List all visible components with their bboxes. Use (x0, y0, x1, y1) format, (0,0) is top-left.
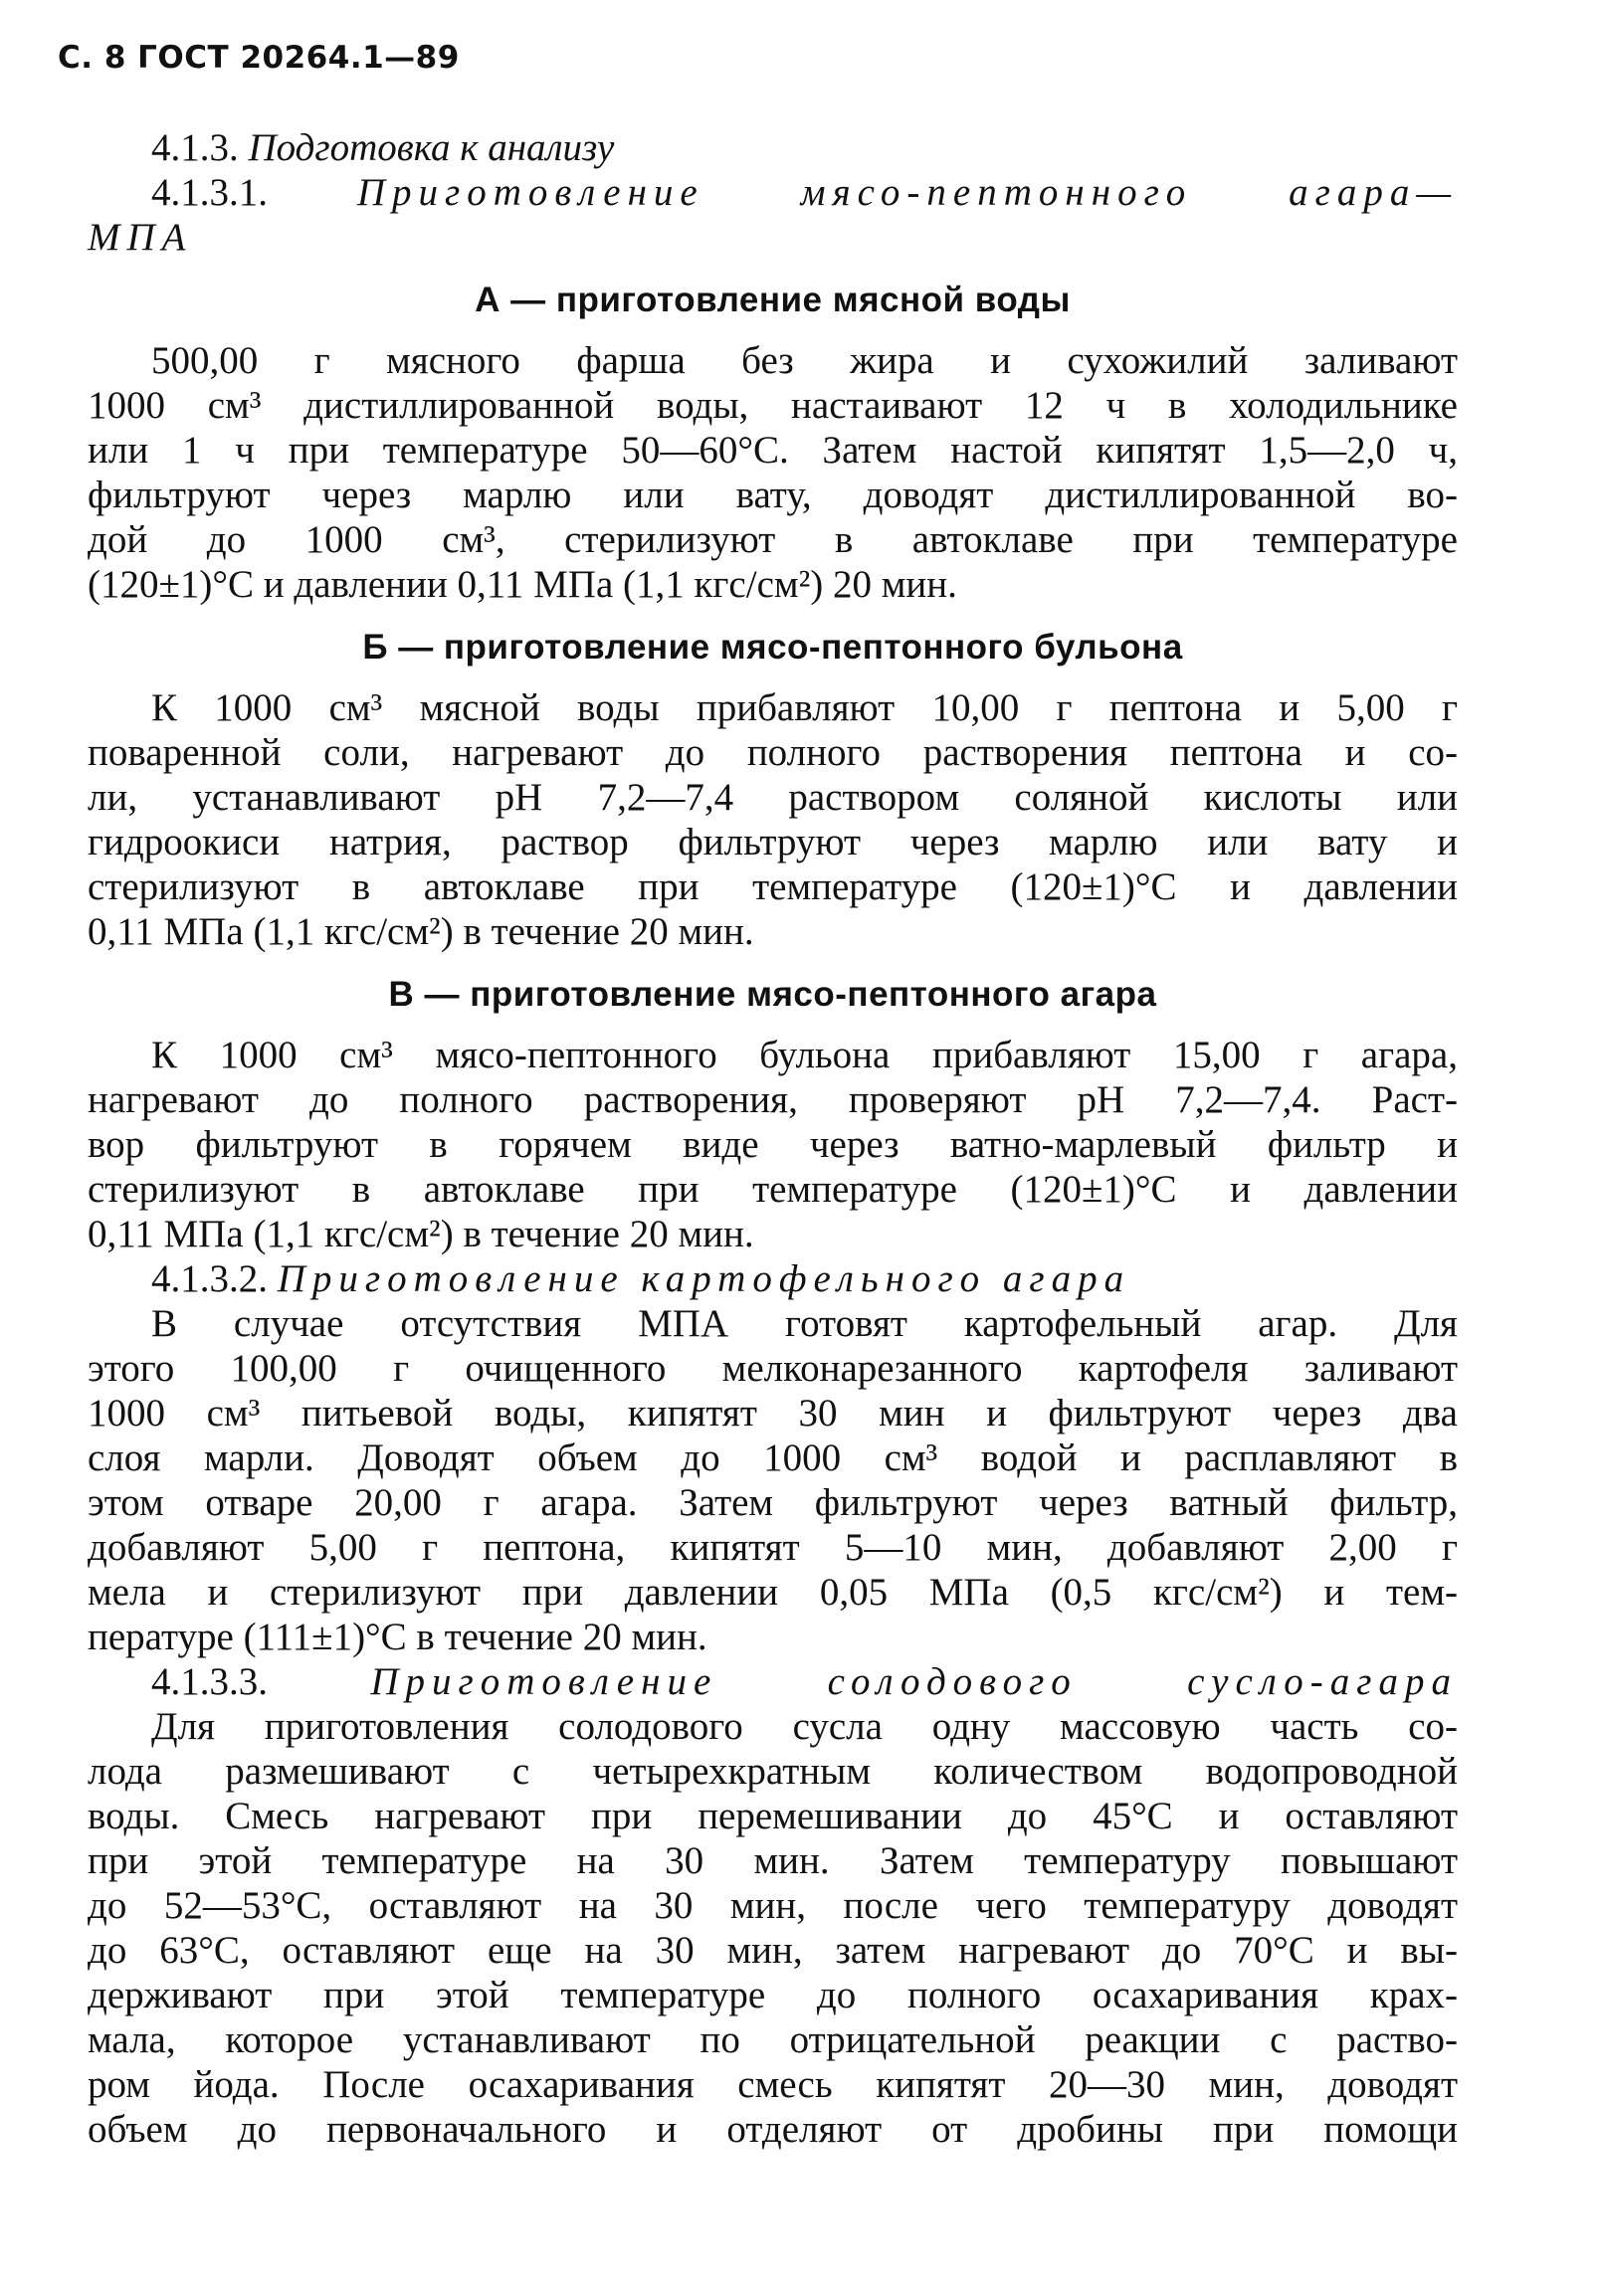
paragraph-b (88, 685, 1458, 954)
text-line: поваренной соли, нагревают до полного растворения пептона и со- (88, 731, 1458, 774)
text-line: или 1 ч при температуре 50—60°С. Затем настой кипятят 1,5—2,0 ч, (88, 429, 1458, 472)
text-line: объем до первоначального и отделяют от дробины при помощи (88, 2108, 1458, 2151)
text-line: 1000 см³ дистиллированной воды, настаивают 12 ч в холодильнике (88, 384, 1458, 427)
subheading-a: А — приготовление мясной воды (475, 281, 1071, 319)
text-line: ром йода. После осахаривания смесь кипятят 20—30 мин, доводят (88, 2063, 1458, 2106)
clause-4-1-3 (88, 125, 1458, 170)
text-line: нагревают до полного растворения, проверяют pH 7,2—7,4. Раст- (88, 1078, 1458, 1121)
text-line: добавляют 5,00 г пептона, кипятят 5—10 мин, добавляют 2,00 г (88, 1526, 1458, 1569)
text-line: пературе (111±1)°С в течение 20 мин. (88, 1616, 707, 1658)
text-line: вор фильтруют в горячем виде через ватно-марлевый фильтр и (88, 1123, 1458, 1166)
text-line: мела и стерилизуют при давлении 0,05 МПа (0,5 кгс/см²) и тем- (88, 1571, 1458, 1614)
clause-title: Приготовление солодового сусло-агара (370, 1660, 1458, 1703)
text-line: стерилизуют в автоклаве при температуре (120±1)°С и давлении (88, 865, 1458, 908)
text-line: дой до 1000 см³, стерилизуют в автоклаве при температуре (88, 518, 1458, 561)
clause-4-1-3-3 (88, 1659, 1458, 1704)
clause-number: 4.1.3.1. (151, 171, 268, 214)
clause-4-1-3-1 (88, 170, 1458, 215)
text-line: мала, которое устанавливают по отрицательной реакции с раство- (88, 2018, 1458, 2061)
text-line: К 1000 см³ мясной воды прибавляют 10,00 г пептона и 5,00 г (151, 686, 1458, 729)
subheading-b: Б — приготовление мясо-пептонного бульона (362, 628, 1183, 667)
text-line: 0,11 МПа (1,1 кгс/см²) в течение 20 мин. (88, 910, 754, 953)
text-line: фильтруют через марлю или вату, доводят дистиллированной во- (88, 474, 1458, 516)
text-line: Для приготовления солодового сусла одну массовую часть со- (151, 1705, 1458, 1748)
text-line: (120±1)°С и давлении 0,11 МПа (1,1 кгс/см²) 20 мин. (88, 563, 957, 606)
clause-title: Подготовка к анализу (248, 126, 615, 169)
paragraph-c (88, 1033, 1458, 1256)
text-line: гидроокиси натрия, раствор фильтруют через марлю или вату и (88, 821, 1458, 863)
text-line: до 52—53°С, оставляют на 30 мин, после чего температуру доводят (88, 1884, 1458, 1927)
paragraph-a (88, 338, 1458, 607)
clause-title-cont: МПА (88, 216, 193, 259)
text-line: 1000 см³ питьевой воды, кипятят 30 мин и фильтруют через два (88, 1392, 1458, 1435)
text-line: К 1000 см³ мясо-пептонного бульона прибавляют 15,00 г агара, (151, 1034, 1458, 1076)
text-line: этого 100,00 г очищенного мелконарезанного картофеля заливают (88, 1347, 1458, 1390)
clause-number: 4.1.3.2. (151, 1257, 268, 1300)
text-line: до 63°С, оставляют еще на 30 мин, затем нагревают до 70°С и вы- (88, 1929, 1458, 1972)
text-line: 500,00 г мясного фарша без жира и сухожилий заливают (151, 339, 1458, 382)
text-line: этом отваре 20,00 г агара. Затем фильтруют через ватный фильтр, (88, 1481, 1458, 1524)
clause-number: 4.1.3. (151, 126, 239, 169)
clause-title: Приготовление картофельного агара (277, 1257, 1131, 1300)
running-head: С. 8 ГОСТ 20264.1—89 (58, 40, 460, 76)
clause-4-1-3-2 (88, 1256, 1458, 1301)
text-line: 0,11 МПа (1,1 кгс/см²) в течение 20 мин. (88, 1213, 754, 1255)
text-line: стерилизуют в автоклаве при температуре (120±1)°С и давлении (88, 1168, 1458, 1211)
text-line: лода размешивают с четырехкратным количеством водопроводной (88, 1750, 1458, 1793)
clause-title: Приготовление мясо-пептонного агара— (356, 171, 1459, 214)
text-line: держивают при этой температуре до полного осахаривания крах- (88, 1974, 1458, 2016)
document-body (88, 125, 1458, 2152)
text-line: ли, устанавливают pH 7,2—7,4 раствором соляной кислоты или (88, 776, 1458, 819)
clause-4-1-3-1-cont (88, 215, 1458, 260)
paragraph-e (88, 1704, 1458, 2152)
text-line: воды. Смесь нагревают при перемешивании до 45°С и оставляют (88, 1795, 1458, 1837)
subheading-c: В — приготовление мясо-пептонного агара (388, 975, 1157, 1014)
text-line: слоя марли. Доводят объем до 1000 см³ водой и расплавляют в (88, 1436, 1458, 1479)
text-line: В случае отсутствия МПА готовят картофельный агар. Для (151, 1302, 1458, 1345)
paragraph-d (88, 1301, 1458, 1659)
clause-number: 4.1.3.3. (151, 1660, 268, 1703)
text-line: при этой температуре на 30 мин. Затем температуру повышают (88, 1839, 1458, 1882)
